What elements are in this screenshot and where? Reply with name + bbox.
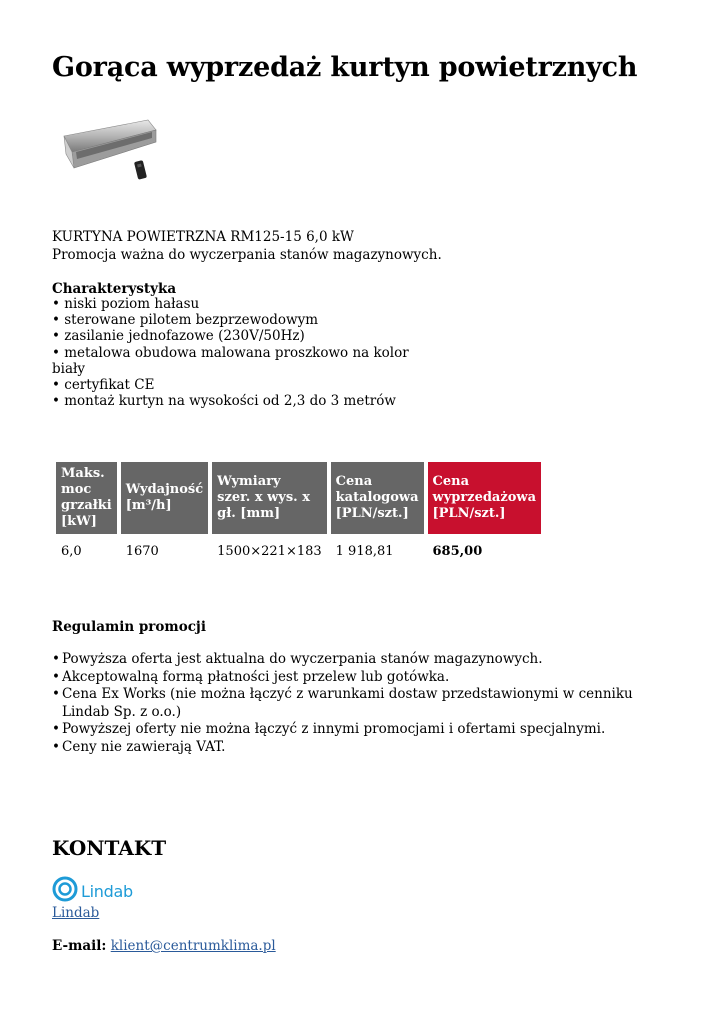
list-item: • Ceny nie zawierają VAT.	[52, 739, 672, 757]
email-link[interactable]: klient@centrumklima.pl	[110, 938, 276, 954]
table-header-row	[56, 462, 541, 534]
feature-item: • metalowa obudowa malowana proszkowo na kolor	[52, 345, 409, 361]
feature-item: • niski poziom hałasu	[52, 296, 200, 312]
logo-wordmark: Lindab	[81, 881, 133, 901]
column-header-capacity: Wydajność [m³/h]	[121, 462, 208, 534]
column-header-sale-price: Cena wyprzedażowa [PLN/szt.]	[428, 462, 542, 534]
rules-list	[52, 651, 672, 756]
feature-item: • certyfikat CE	[52, 377, 155, 393]
column-header-dimensions: Wymiary szer. x wys. x gł. [mm]	[212, 462, 327, 534]
column-header-catalog-price: Cena katalogowa [PLN/szt.]	[331, 462, 424, 534]
feature-item: • zasilanie jednofazowe (230V/50Hz)	[52, 328, 305, 344]
lindab-logo	[52, 876, 133, 906]
list-item: • Powyższa oferta jest aktualna do wyczerpania stanów magazynowych.	[52, 651, 672, 669]
cell-sale-price: 685,00	[432, 544, 483, 559]
list-item: • Powyższej oferty nie można łączyć z innymi promocjami i ofertami specjalnymi.	[52, 721, 672, 739]
cell-catalog-price: 1 918,81	[335, 544, 394, 559]
feature-item: biały	[52, 361, 86, 377]
page-title: Gorąca wyprzedaż kurtyn powietrznych	[52, 52, 638, 83]
cell-power: 6,0	[61, 544, 82, 559]
email-row	[52, 938, 276, 954]
feature-item: • montaż kurtyn na wysokości od 2,3 do 3 metrów	[52, 393, 396, 409]
promo-note: Promocja ważna do wyczerpania stanów magazynowych.	[52, 247, 442, 263]
cell-dimensions: 1500×221×183	[217, 544, 322, 559]
list-item: • Cena Ex Works (nie można łączyć z warunkami dostaw przedstawionymi w cenniku Lindab Sp. z o.o.)	[52, 686, 672, 721]
air-curtain-product-image	[60, 106, 164, 192]
table-row	[56, 538, 541, 559]
column-header-power: Maks. moc grzałki [kW]	[56, 462, 117, 534]
lindab-logo-icon	[52, 876, 78, 906]
list-item: • Akceptowalną formą płatności jest przelew lub gotówka.	[52, 669, 672, 687]
features-heading: Charakterystyka	[52, 281, 177, 297]
email-label: E-mail:	[52, 938, 107, 954]
lindab-link[interactable]: Lindab	[52, 905, 100, 921]
rules-heading: Regulamin promocji	[52, 619, 206, 635]
product-name: KURTYNA POWIETRZNA RM125-15 6,0 kW	[52, 229, 354, 245]
spec-table	[52, 458, 545, 563]
contact-heading: KONTAKT	[52, 836, 167, 860]
cell-capacity: 1670	[125, 544, 159, 559]
feature-item: • sterowane pilotem bezprzewodowym	[52, 312, 319, 328]
